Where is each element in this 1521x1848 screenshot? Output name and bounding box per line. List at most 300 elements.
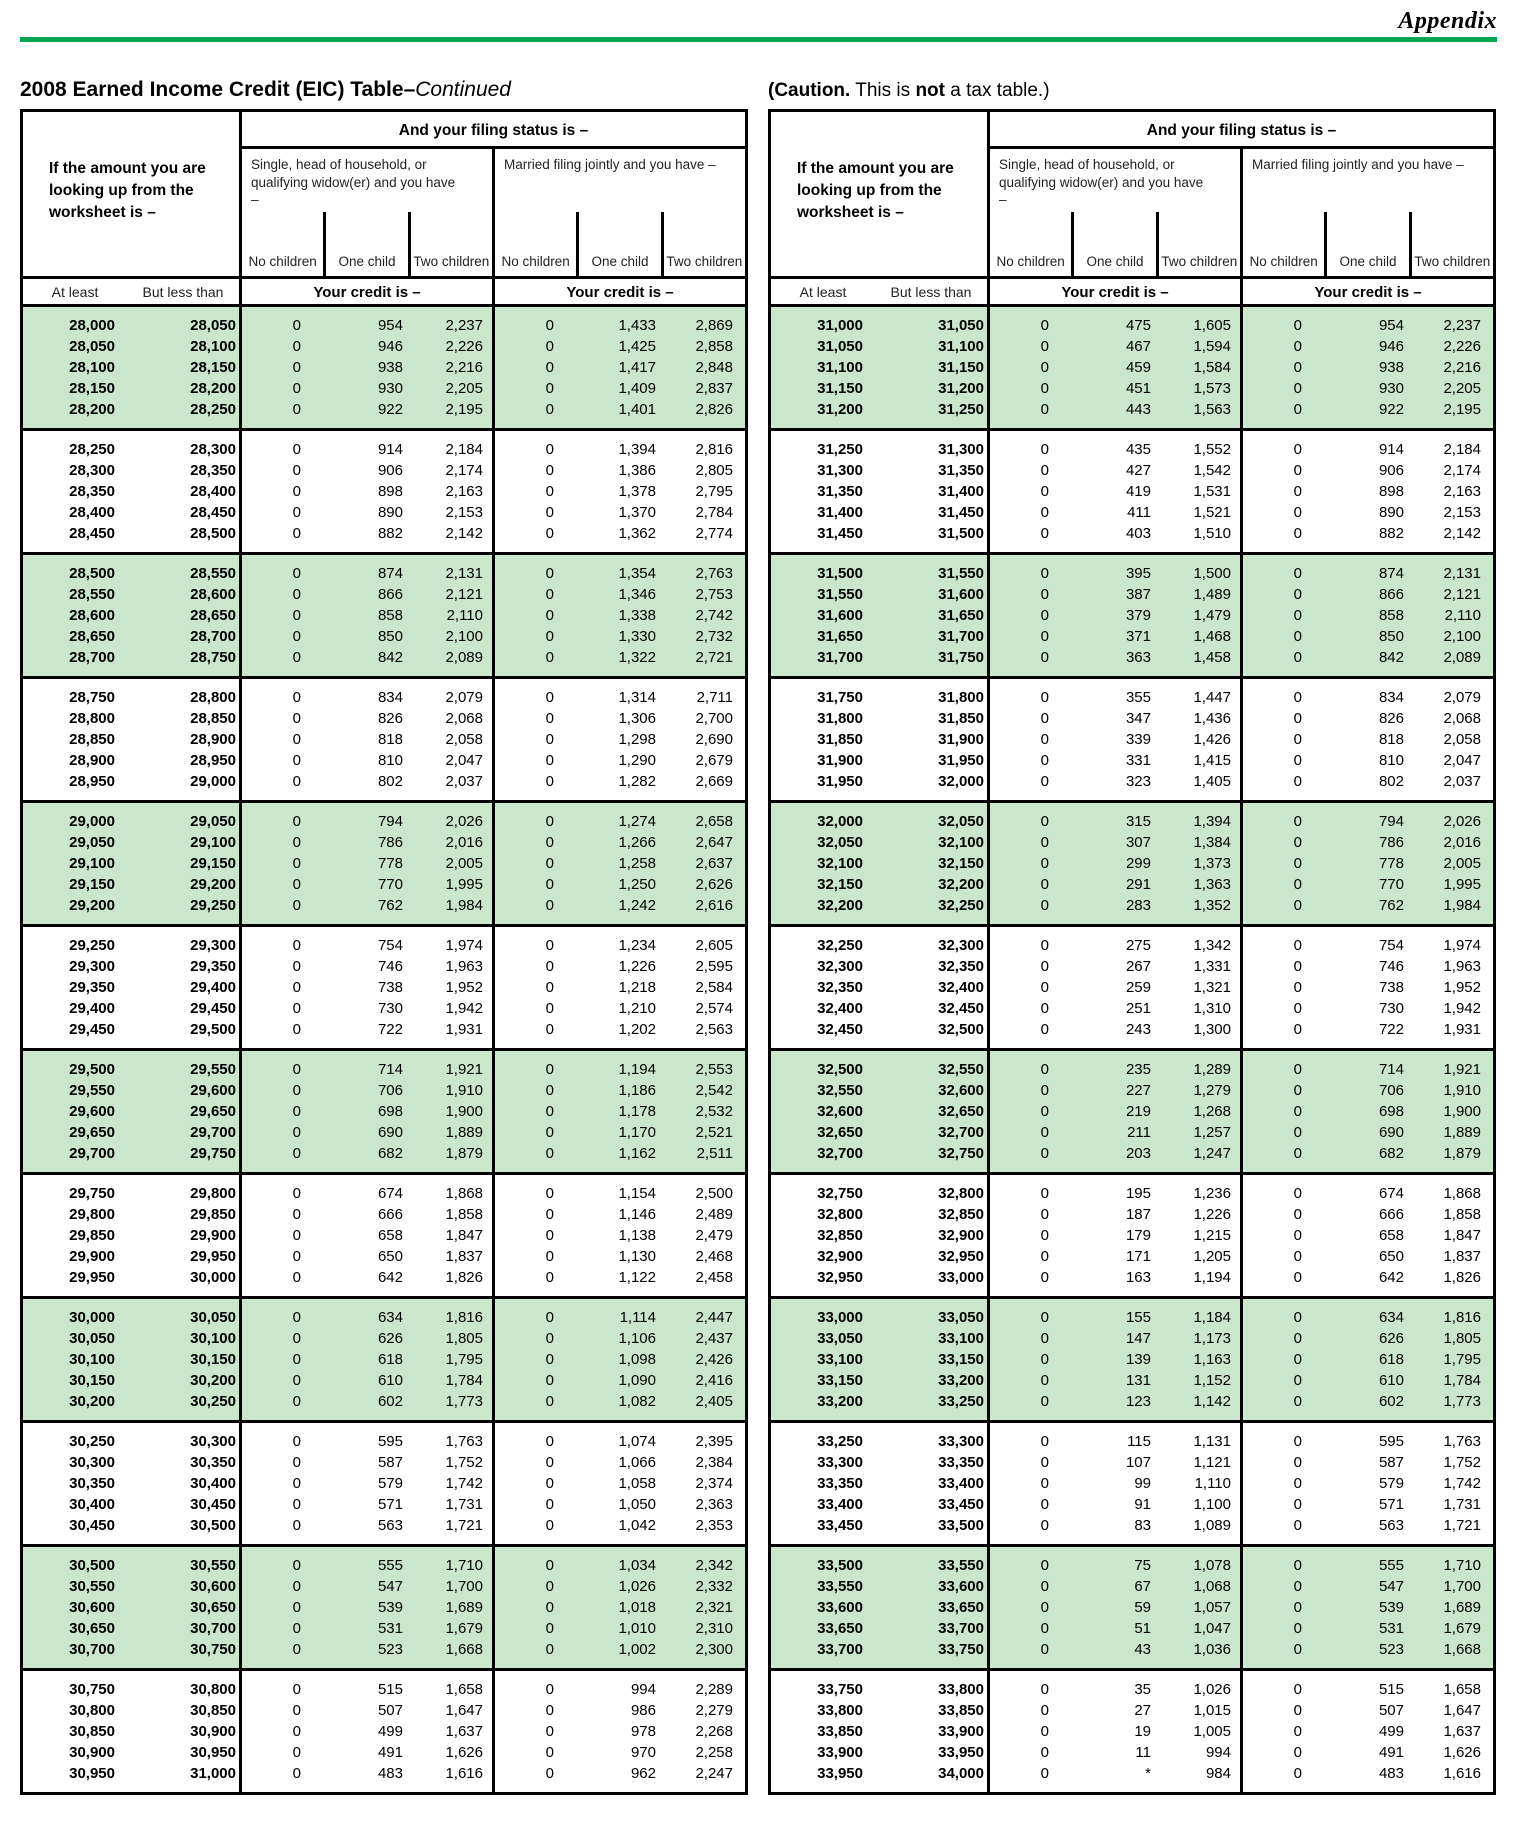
- single-one-child-credit-cell: 411: [1127, 504, 1151, 521]
- single-no-children-credit-cell: 0: [292, 1206, 301, 1223]
- married-two-children-credit-cell: 2,784: [695, 504, 733, 521]
- single-two-children-credit-cell: 2,237: [445, 317, 483, 334]
- single-no-children-credit-cell: 0: [292, 1227, 301, 1244]
- married-two-children-credit-cell: 1,816: [1443, 1309, 1481, 1326]
- at-least-cell: 32,150: [817, 876, 863, 893]
- married-two-children-credit-cell: 1,784: [1443, 1372, 1481, 1389]
- married-two-children-credit-cell: 2,658: [695, 813, 733, 830]
- single-two-children-credit-cell: 1,447: [1193, 689, 1231, 706]
- table-row: [771, 1183, 1493, 1204]
- single-two-children-credit-cell: 2,068: [445, 710, 483, 727]
- married-no-children-credit-cell: 0: [545, 958, 554, 975]
- single-one-child-credit-cell: 131: [1125, 1372, 1151, 1389]
- single-no-children-credit-cell: 0: [292, 317, 301, 334]
- married-no-children-credit-cell: 0: [545, 731, 554, 748]
- single-one-child-credit-cell: *: [1145, 1765, 1151, 1782]
- married-two-children-credit-cell: 2,679: [695, 752, 733, 769]
- single-one-child-credit-cell: 35: [1134, 1681, 1151, 1698]
- married-one-child-credit-cell: 1,130: [618, 1248, 656, 1265]
- single-one-child-credit-cell: 203: [1125, 1145, 1151, 1162]
- single-one-child-credit-cell: 618: [377, 1351, 403, 1368]
- single-two-children-credit-cell: 2,058: [445, 731, 483, 748]
- married-two-children-credit-cell: 2,647: [695, 834, 733, 851]
- married-no-children-credit-cell: 0: [1293, 462, 1302, 479]
- at-least-cell: 30,900: [69, 1744, 115, 1761]
- single-one-child-credit-cell: 395: [1125, 565, 1151, 582]
- single-no-children-credit-cell: 0: [292, 1061, 301, 1078]
- married-no-children-credit-cell: 0: [1293, 1124, 1302, 1141]
- single-one-child-credit-cell: 555: [377, 1557, 403, 1574]
- but-less-than-cell: 32,900: [938, 1227, 984, 1244]
- single-one-child-credit-cell: 195: [1125, 1185, 1151, 1202]
- at-least-cell: 28,600: [69, 607, 115, 624]
- married-no-children-credit-cell: 0: [1293, 1517, 1302, 1534]
- single-one-child-credit-cell: 451: [1125, 380, 1151, 397]
- single-one-child-credit-cell: 83: [1134, 1517, 1151, 1534]
- married-no-children-credit-cell: 0: [545, 462, 554, 479]
- table-row: [771, 315, 1493, 336]
- single-no-children-credit-cell: 0: [1040, 876, 1049, 893]
- single-no-children-credit-cell: 0: [292, 1496, 301, 1513]
- married-no-children-credit-cell: 0: [1293, 1599, 1302, 1616]
- single-no-children-credit-cell: 0: [1040, 317, 1049, 334]
- single-two-children-credit-cell: 1,752: [445, 1454, 483, 1471]
- single-one-child-credit-cell: 874: [377, 565, 403, 582]
- but-less-than-cell: 32,400: [938, 979, 984, 996]
- married-two-children-credit-cell: 1,942: [1443, 1000, 1481, 1017]
- married-no-children-credit-cell: 0: [545, 1641, 554, 1658]
- single-no-children-credit-cell: 0: [1040, 462, 1049, 479]
- single-two-children-credit-cell: 1,489: [1193, 586, 1231, 603]
- single-no-children-credit-cell: 0: [292, 586, 301, 603]
- single-no-children-credit-cell: 0: [1040, 338, 1049, 355]
- single-one-child-credit-cell: 403: [1125, 525, 1151, 542]
- married-one-child-credit-cell: 874: [1378, 565, 1404, 582]
- married-two-children-credit-cell: 1,658: [1443, 1681, 1481, 1698]
- married-two-children-credit-cell: 2,416: [695, 1372, 733, 1389]
- at-least-cell: 31,800: [817, 710, 863, 727]
- caution-note: [768, 80, 1050, 102]
- married-two-children-credit-cell: 1,868: [1443, 1185, 1481, 1202]
- married-two-children-credit-cell: 1,805: [1443, 1330, 1481, 1347]
- at-least-cell: 31,950: [817, 773, 863, 790]
- married-one-child-credit-cell: 1,018: [618, 1599, 656, 1616]
- single-one-child-credit-cell: 690: [377, 1124, 403, 1141]
- table-row: [23, 1122, 745, 1143]
- married-two-children-credit-cell: 2,732: [695, 628, 733, 645]
- married-one-child-credit-cell: 539: [1378, 1599, 1404, 1616]
- but-less-than-cell: 28,250: [190, 401, 236, 418]
- married-two-children-credit-cell: 1,984: [1443, 897, 1481, 914]
- married-no-children-credit-cell: 0: [1293, 607, 1302, 624]
- single-no-children-credit-cell: 0: [292, 1723, 301, 1740]
- married-no-children-credit-cell: 0: [545, 1206, 554, 1223]
- table-row: [23, 1391, 745, 1412]
- married-no-children-credit-cell: 0: [545, 338, 554, 355]
- at-least-cell: 28,150: [69, 380, 115, 397]
- married-one-child-credit-cell: 786: [1378, 834, 1404, 851]
- eic-table-title-main: 2008 Earned Income Credit (EIC) Table: [20, 78, 404, 101]
- but-less-than-cell: 29,050: [190, 813, 236, 830]
- single-two-children-credit-cell: 1,215: [1193, 1227, 1231, 1244]
- single-one-child-credit-cell: 842: [377, 649, 403, 666]
- but-less-than-cell: 32,700: [938, 1124, 984, 1141]
- married-two-children-credit-cell: 1,700: [1443, 1578, 1481, 1595]
- but-less-than-cell: 31,150: [938, 359, 984, 376]
- single-one-child-credit-cell: 75: [1134, 1557, 1151, 1574]
- married-no-children-credit-cell: 0: [545, 1021, 554, 1038]
- married-no-children-credit-cell: 0: [545, 813, 554, 830]
- col-header-two-children: Two children: [1414, 254, 1491, 270]
- single-one-child-credit-cell: 91: [1134, 1496, 1151, 1513]
- married-one-child-credit-cell: 1,138: [618, 1227, 656, 1244]
- single-no-children-credit-cell: 0: [292, 628, 301, 645]
- row-block: [23, 1048, 745, 1172]
- table-row: [23, 853, 745, 874]
- married-one-child-credit-cell: 1,210: [618, 1000, 656, 1017]
- single-one-child-credit-cell: 770: [377, 876, 403, 893]
- single-two-children-credit-cell: 1,279: [1193, 1082, 1231, 1099]
- married-no-children-credit-cell: 0: [1293, 1082, 1302, 1099]
- married-one-child-credit-cell: 1,050: [618, 1496, 656, 1513]
- single-two-children-credit-cell: 2,195: [445, 401, 483, 418]
- at-least-cell: 29,550: [69, 1082, 115, 1099]
- married-no-children-credit-cell: 0: [545, 1082, 554, 1099]
- married-two-children-credit-cell: 2,447: [695, 1309, 733, 1326]
- married-no-children-credit-cell: 0: [545, 689, 554, 706]
- but-less-than-cell: 29,700: [190, 1124, 236, 1141]
- married-two-children-credit-cell: 2,363: [695, 1496, 733, 1513]
- single-one-child-credit-cell: 587: [377, 1454, 403, 1471]
- married-one-child-credit-cell: 746: [1378, 958, 1404, 975]
- single-no-children-credit-cell: 0: [292, 937, 301, 954]
- at-least-cell: 32,200: [817, 897, 863, 914]
- single-two-children-credit-cell: 2,016: [445, 834, 483, 851]
- at-least-cell: 33,100: [817, 1351, 863, 1368]
- married-two-children-credit-cell: 2,047: [1443, 752, 1481, 769]
- table-row: [23, 336, 745, 357]
- single-one-child-credit-cell: 379: [1125, 607, 1151, 624]
- single-no-children-credit-cell: 0: [1040, 1206, 1049, 1223]
- single-no-children-credit-cell: 0: [1040, 937, 1049, 954]
- single-two-children-credit-cell: 1,310: [1193, 1000, 1231, 1017]
- table-row: [771, 378, 1493, 399]
- married-no-children-credit-cell: 0: [1293, 689, 1302, 706]
- married-one-child-credit-cell: 1,417: [618, 359, 656, 376]
- table-row: [23, 399, 745, 420]
- table-row: [23, 315, 745, 336]
- but-less-than-cell: 33,850: [938, 1702, 984, 1719]
- single-one-child-credit-cell: 227: [1125, 1082, 1151, 1099]
- table-row: [23, 998, 745, 1019]
- children-columns: [1243, 212, 1493, 276]
- single-two-children-credit-cell: 1,858: [445, 1206, 483, 1223]
- row-block: [771, 800, 1493, 924]
- at-least-cell: 32,400: [817, 1000, 863, 1017]
- married-no-children-credit-cell: 0: [545, 1185, 554, 1202]
- table-row: [23, 563, 745, 584]
- row-block: [771, 676, 1493, 800]
- at-least-cell: 33,000: [817, 1309, 863, 1326]
- at-least-cell: 30,650: [69, 1620, 115, 1637]
- single-one-child-credit-cell: 890: [377, 504, 403, 521]
- married-two-children-credit-cell: 2,700: [695, 710, 733, 727]
- table-row: [771, 1494, 1493, 1515]
- married-two-children-credit-cell: 2,279: [695, 1702, 733, 1719]
- married-two-children-credit-cell: 1,679: [1443, 1620, 1481, 1637]
- single-no-children-credit-cell: 0: [1040, 1021, 1049, 1038]
- married-two-children-credit-cell: 2,690: [695, 731, 733, 748]
- married-one-child-credit-cell: 850: [1378, 628, 1404, 645]
- at-least-cell: 33,650: [817, 1620, 863, 1637]
- married-two-children-credit-cell: 1,837: [1443, 1248, 1481, 1265]
- at-least-cell: 28,400: [69, 504, 115, 521]
- single-one-child-credit-cell: 523: [377, 1641, 403, 1658]
- single-one-child-credit-cell: 914: [377, 441, 403, 458]
- but-less-than-cell: 31,550: [938, 565, 984, 582]
- but-less-than-cell: 33,250: [938, 1393, 984, 1410]
- married-two-children-credit-cell: 1,900: [1443, 1103, 1481, 1120]
- at-least-cell: 31,000: [817, 317, 863, 334]
- married-no-children-credit-cell: 0: [545, 1000, 554, 1017]
- at-least-cell: 32,350: [817, 979, 863, 996]
- single-two-children-credit-cell: 1,047: [1193, 1620, 1231, 1637]
- married-one-child-credit-cell: 1,370: [618, 504, 656, 521]
- married-one-child-credit-cell: 1,186: [618, 1082, 656, 1099]
- married-no-children-credit-cell: 0: [545, 1599, 554, 1616]
- single-two-children-credit-cell: 1,068: [1193, 1578, 1231, 1595]
- married-two-children-credit-cell: 2,037: [1443, 773, 1481, 790]
- single-one-child-credit-cell: 802: [377, 773, 403, 790]
- table-row: [23, 708, 745, 729]
- col-header-two-children: Two children: [666, 254, 743, 270]
- single-one-child-credit-cell: 778: [377, 855, 403, 872]
- table-row: [771, 1618, 1493, 1639]
- married-two-children-credit-cell: 2,816: [695, 441, 733, 458]
- married-one-child-credit-cell: 491: [1378, 1744, 1404, 1761]
- single-two-children-credit-cell: 1,321: [1193, 979, 1231, 996]
- married-one-child-credit-cell: 866: [1378, 586, 1404, 603]
- single-two-children-credit-cell: 1,226: [1193, 1206, 1231, 1223]
- single-one-child-credit-cell: 27: [1134, 1702, 1151, 1719]
- table-row: [771, 1763, 1493, 1784]
- single-one-child-credit-cell: 299: [1125, 855, 1151, 872]
- table-row: [771, 956, 1493, 977]
- but-less-than-cell: 33,700: [938, 1620, 984, 1637]
- single-one-child-credit-cell: 243: [1125, 1021, 1151, 1038]
- but-less-than-cell: 29,250: [190, 897, 236, 914]
- but-less-than-cell: 30,150: [190, 1351, 236, 1368]
- single-two-children-credit-cell: 984: [1205, 1765, 1231, 1782]
- single-no-children-credit-cell: 0: [292, 731, 301, 748]
- at-least-cell: 29,700: [69, 1145, 115, 1162]
- single-one-child-credit-cell: 99: [1134, 1475, 1151, 1492]
- but-less-than-cell: 33,100: [938, 1330, 984, 1347]
- table-row: [23, 977, 745, 998]
- married-one-child-credit-cell: 1,178: [618, 1103, 656, 1120]
- single-no-children-credit-cell: 0: [1040, 586, 1049, 603]
- row-block: [771, 307, 1493, 428]
- column-divider: [987, 307, 990, 1792]
- at-least-cell: 29,100: [69, 855, 115, 872]
- married-no-children-credit-cell: 0: [545, 834, 554, 851]
- married-one-child-credit-cell: 994: [630, 1681, 656, 1698]
- single-two-children-credit-cell: 1,868: [445, 1185, 483, 1202]
- married-two-children-credit-cell: 2,795: [695, 483, 733, 500]
- married-no-children-credit-cell: 0: [1293, 1000, 1302, 1017]
- married-two-children-credit-cell: 2,805: [695, 462, 733, 479]
- single-no-children-credit-cell: 0: [292, 834, 301, 851]
- table-row: [23, 1618, 745, 1639]
- married-no-children-credit-cell: 0: [545, 317, 554, 334]
- but-less-than-header: But less than: [890, 283, 972, 300]
- married-two-children-credit-cell: 2,437: [695, 1330, 733, 1347]
- single-no-children-credit-cell: 0: [292, 1145, 301, 1162]
- table-row: [771, 1370, 1493, 1391]
- married-no-children-credit-cell: 0: [545, 937, 554, 954]
- married-two-children-credit-cell: 2,489: [695, 1206, 733, 1223]
- married-one-child-credit-cell: 523: [1378, 1641, 1404, 1658]
- at-least-cell: 32,500: [817, 1061, 863, 1078]
- at-least-cell: 32,100: [817, 855, 863, 872]
- married-two-children-credit-cell: 2,858: [695, 338, 733, 355]
- single-no-children-credit-cell: 0: [292, 689, 301, 706]
- single-two-children-credit-cell: 1,731: [445, 1496, 483, 1513]
- but-less-than-cell: 31,800: [938, 689, 984, 706]
- married-no-children-credit-cell: 0: [545, 525, 554, 542]
- but-less-than-cell: 30,100: [190, 1330, 236, 1347]
- single-two-children-credit-cell: 1,531: [1193, 483, 1231, 500]
- married-one-child-credit-cell: 794: [1378, 813, 1404, 830]
- row-block: [23, 1420, 745, 1544]
- at-least-cell: 28,350: [69, 483, 115, 500]
- single-one-child-credit-cell: 579: [377, 1475, 403, 1492]
- at-least-cell: 33,050: [817, 1330, 863, 1347]
- at-least-cell: 28,900: [69, 752, 115, 769]
- married-no-children-credit-cell: 0: [1293, 1744, 1302, 1761]
- but-less-than-cell: 33,950: [938, 1744, 984, 1761]
- row-block: [23, 1544, 745, 1668]
- eic-table-title-dash: –: [403, 78, 416, 101]
- at-least-cell: 29,900: [69, 1248, 115, 1265]
- table-row: [23, 1225, 745, 1246]
- married-no-children-credit-cell: 0: [1293, 586, 1302, 603]
- table-row: [23, 832, 745, 853]
- single-one-child-credit-cell: 275: [1125, 937, 1151, 954]
- married-two-children-credit-cell: 2,774: [695, 525, 733, 542]
- married-two-children-credit-cell: 2,153: [1443, 504, 1481, 521]
- but-less-than-cell: 32,650: [938, 1103, 984, 1120]
- married-no-children-credit-cell: 0: [545, 380, 554, 397]
- single-two-children-credit-cell: 1,826: [445, 1269, 483, 1286]
- table-subheader: [771, 276, 1493, 307]
- married-one-child-credit-cell: 674: [1378, 1185, 1404, 1202]
- single-no-children-credit-cell: 0: [1040, 1269, 1049, 1286]
- at-least-cell: 31,650: [817, 628, 863, 645]
- single-one-child-credit-cell: 339: [1125, 731, 1151, 748]
- at-least-cell: 33,450: [817, 1517, 863, 1534]
- single-two-children-credit-cell: 1,605: [1193, 317, 1231, 334]
- but-less-than-cell: 28,450: [190, 504, 236, 521]
- row-block: [771, 1172, 1493, 1296]
- married-one-child-credit-cell: 1,234: [618, 937, 656, 954]
- married-no-children-credit-cell: 0: [545, 1227, 554, 1244]
- married-two-children-credit-cell: 2,742: [695, 607, 733, 624]
- table-row: [23, 502, 745, 523]
- single-two-children-credit-cell: 1,721: [445, 1517, 483, 1534]
- row-block: [23, 552, 745, 676]
- but-less-than-cell: 31,600: [938, 586, 984, 603]
- filing-status-region: [990, 112, 1493, 276]
- col-header-no-children: No children: [1249, 254, 1318, 270]
- married-no-children-credit-cell: 0: [545, 855, 554, 872]
- table-row: [23, 687, 745, 708]
- single-no-children-credit-cell: 0: [292, 483, 301, 500]
- table-row: [771, 439, 1493, 460]
- table-row: [771, 1597, 1493, 1618]
- married-one-child-credit-cell: 571: [1378, 1496, 1404, 1513]
- eic-table-left: [20, 109, 748, 1795]
- married-one-child-credit-cell: 531: [1378, 1620, 1404, 1637]
- married-two-children-credit-cell: 2,005: [1443, 855, 1481, 872]
- but-less-than-cell: 30,350: [190, 1454, 236, 1471]
- married-one-child-credit-cell: 1,034: [618, 1557, 656, 1574]
- married-two-children-credit-cell: 2,848: [695, 359, 733, 376]
- at-least-cell: 30,200: [69, 1393, 115, 1410]
- table-row: [23, 1473, 745, 1494]
- at-least-cell: 32,800: [817, 1206, 863, 1223]
- single-no-children-credit-cell: 0: [1040, 441, 1049, 458]
- table-subheader: [23, 276, 745, 307]
- single-no-children-credit-cell: 0: [292, 897, 301, 914]
- single-group-header: [242, 149, 495, 276]
- married-one-child-credit-cell: 1,386: [618, 462, 656, 479]
- at-least-cell: 32,250: [817, 937, 863, 954]
- single-two-children-credit-cell: 1,352: [1193, 897, 1231, 914]
- single-no-children-credit-cell: 0: [1040, 401, 1049, 418]
- married-one-child-credit-cell: 986: [630, 1702, 656, 1719]
- table-row: [771, 1473, 1493, 1494]
- single-no-children-credit-cell: 0: [292, 876, 301, 893]
- row-block: [771, 1296, 1493, 1420]
- single-two-children-credit-cell: 1,131: [1193, 1433, 1231, 1450]
- married-one-child-credit-cell: 1,314: [618, 689, 656, 706]
- but-less-than-cell: 29,150: [190, 855, 236, 872]
- single-no-children-credit-cell: 0: [292, 710, 301, 727]
- table-row: [23, 935, 745, 956]
- married-two-children-credit-cell: 1,689: [1443, 1599, 1481, 1616]
- single-one-child-credit-cell: 163: [1125, 1269, 1151, 1286]
- but-less-than-cell: 31,100: [938, 338, 984, 355]
- married-no-children-credit-cell: 0: [1293, 1061, 1302, 1078]
- single-one-child-credit-cell: 706: [377, 1082, 403, 1099]
- single-one-child-credit-cell: 810: [377, 752, 403, 769]
- but-less-than-cell: 28,700: [190, 628, 236, 645]
- married-two-children-credit-cell: 2,869: [695, 317, 733, 334]
- but-less-than-cell: 32,000: [938, 773, 984, 790]
- married-two-children-credit-cell: 2,553: [695, 1061, 733, 1078]
- single-two-children-credit-cell: 2,110: [446, 607, 483, 624]
- table-row: [771, 1204, 1493, 1225]
- single-two-children-credit-cell: 2,226: [445, 338, 483, 355]
- single-no-children-credit-cell: 0: [1040, 689, 1049, 706]
- married-no-children-credit-cell: 0: [1293, 979, 1302, 996]
- row-block: [771, 1048, 1493, 1172]
- married-two-children-credit-cell: 2,468: [695, 1248, 733, 1265]
- married-two-children-credit-cell: 2,711: [696, 689, 733, 706]
- single-two-children-credit-cell: 1,384: [1193, 834, 1231, 851]
- single-no-children-credit-cell: 0: [292, 338, 301, 355]
